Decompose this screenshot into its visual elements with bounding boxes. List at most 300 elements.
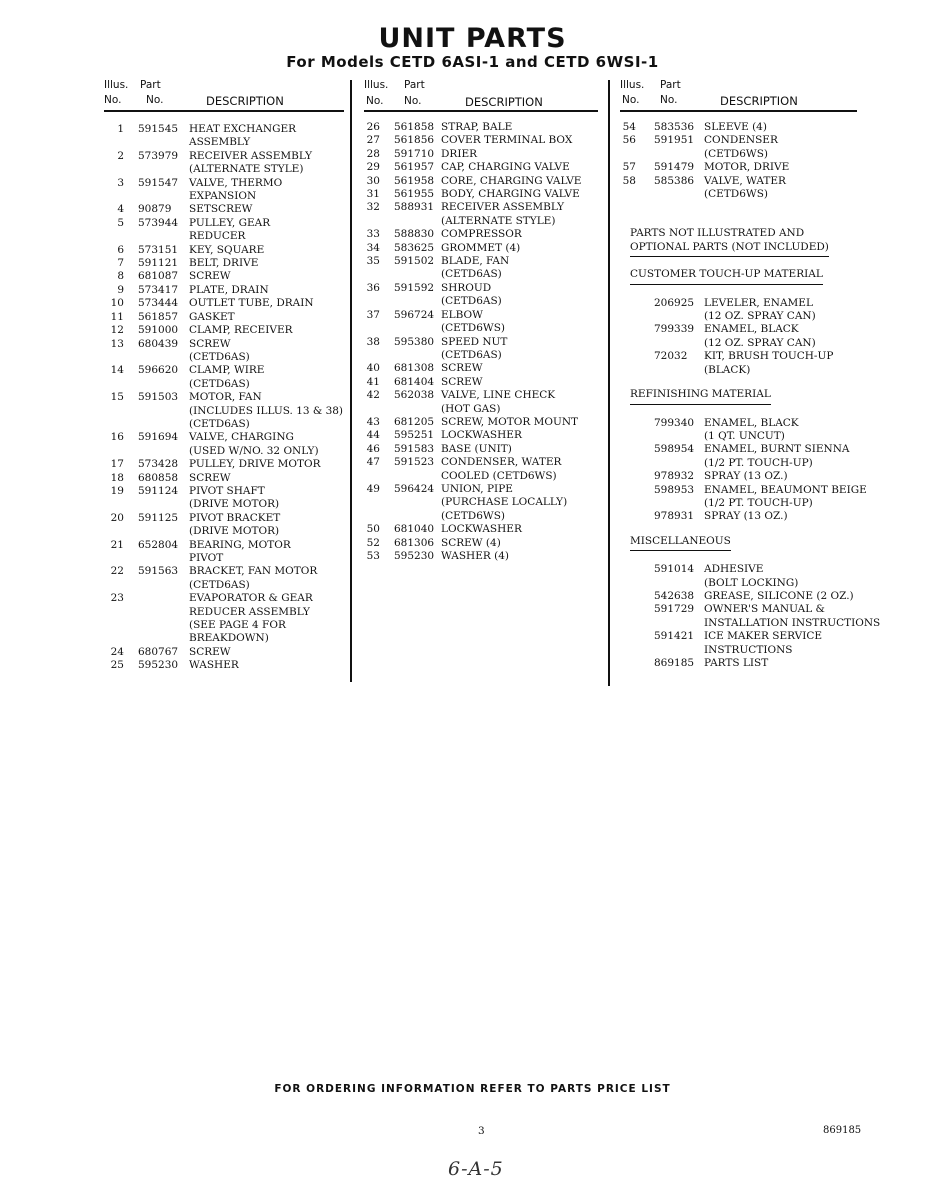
part-description	[441, 121, 598, 134]
part-description	[704, 590, 860, 603]
description-line: HEAT EXCHANGER	[189, 123, 297, 135]
part-number: 978932	[654, 470, 695, 483]
table-row	[104, 338, 344, 365]
part-label: Part	[660, 79, 681, 91]
description-line: SCREW (4)	[441, 536, 501, 549]
part-number: 596620	[138, 364, 179, 377]
part-number: 680858	[138, 471, 179, 484]
table-row	[104, 217, 344, 244]
part-description	[189, 565, 344, 592]
table-row	[104, 257, 344, 270]
description-line: RECEIVER ASSEMBLY	[441, 201, 565, 214]
part-description	[189, 458, 344, 471]
table-row	[104, 659, 344, 672]
description-label: DESCRIPTION	[465, 95, 543, 109]
table-row	[364, 443, 598, 456]
part-number: 652804	[138, 538, 179, 551]
list-item	[630, 630, 860, 657]
part-number: 591479	[654, 161, 695, 174]
description-line: CONDENSER	[704, 134, 778, 147]
description-line: SCREW	[441, 362, 483, 375]
part-number: 681306	[394, 536, 435, 549]
part-description	[441, 242, 598, 255]
part-number: 90879	[138, 203, 172, 216]
list-item	[630, 323, 860, 350]
parts-section	[630, 388, 867, 524]
illus-number: 19	[110, 484, 124, 497]
description-line: COVER TERMINAL BOX	[441, 134, 573, 147]
part-number: 591421	[654, 630, 695, 643]
part-description	[704, 510, 860, 523]
part-number: 542638	[654, 589, 695, 602]
description-line: PULLEY, GEAR	[189, 216, 271, 229]
table-row	[104, 485, 344, 512]
description-line: KEY, SQUARE	[189, 243, 265, 256]
section-items	[630, 416, 867, 524]
part-number: 591502	[394, 255, 435, 268]
illus-number: 50	[366, 523, 380, 536]
description-line: GASKET	[189, 310, 235, 323]
part-description	[441, 443, 598, 456]
description-line: (CETD6WS)	[441, 322, 505, 335]
part-number: 591124	[138, 484, 179, 497]
section-title-line: MISCELLANEOUS	[630, 534, 731, 547]
illus-label: Illus.	[620, 79, 645, 91]
description-line: (CETD6WS)	[704, 147, 768, 160]
part-description	[441, 148, 598, 161]
illus-number: 38	[366, 335, 380, 348]
table-row	[104, 297, 344, 310]
part-label: Part	[404, 79, 425, 91]
illus-number: 20	[110, 511, 124, 524]
part-number: 591545	[138, 123, 179, 135]
part-description	[441, 416, 598, 429]
part-description	[189, 431, 344, 458]
table-row	[364, 456, 598, 483]
illus-number: 58	[622, 174, 636, 187]
table-row	[620, 134, 860, 161]
illus-number: 15	[110, 391, 124, 404]
description-line: (CETD6AS)	[189, 377, 250, 390]
column-divider	[350, 80, 352, 682]
part-description	[189, 324, 344, 337]
part-number: 591503	[138, 391, 179, 404]
description-line: DRIER	[441, 147, 478, 160]
part-description	[189, 512, 344, 539]
table-row	[104, 431, 344, 458]
illus-number: 4	[117, 203, 124, 216]
part-description	[441, 309, 598, 336]
description-line: SCREW	[189, 337, 231, 350]
part-description	[704, 175, 860, 202]
description-line: (ALTERNATE STYLE)	[441, 214, 556, 227]
illus-number: 42	[366, 389, 380, 402]
description-line: SCREW	[189, 270, 231, 283]
illus-number: 27	[366, 134, 380, 147]
illus-number: 1	[117, 123, 124, 135]
part-description	[189, 646, 344, 659]
illus-number: 31	[366, 188, 380, 201]
part-description	[441, 336, 598, 363]
table-row	[104, 646, 344, 659]
illus-number: 53	[366, 550, 380, 562]
part-description	[704, 470, 860, 483]
list-item	[630, 590, 860, 603]
illus-number: 56	[622, 134, 636, 147]
illus-number: 46	[366, 442, 380, 455]
illus-number: 28	[366, 147, 380, 160]
description-label: DESCRIPTION	[720, 94, 798, 108]
ordering-note: FOR ORDERING INFORMATION REFER TO PARTS PRICE LIST	[274, 1083, 671, 1095]
description-line: (1/2 PT. TOUCH-UP)	[704, 496, 813, 509]
list-item	[630, 657, 860, 670]
part-description	[189, 659, 344, 672]
header-rule	[620, 110, 857, 112]
part-description	[441, 483, 598, 523]
description-line: (CETD6AS)	[441, 348, 502, 361]
part-number: 598953	[654, 483, 695, 496]
description-line: VALVE, WATER	[704, 174, 786, 187]
part-number: 591710	[394, 147, 435, 160]
illus-number: 57	[622, 161, 636, 174]
description-line: LOCKWASHER	[441, 429, 522, 442]
list-item	[630, 350, 860, 377]
table-row	[364, 362, 598, 375]
description-line: ICE MAKER SERVICE	[704, 630, 823, 643]
section-title-line: OPTIONAL PARTS (NOT INCLUDED)	[630, 240, 829, 253]
illus-number: 11	[110, 310, 124, 323]
part-label: Part	[140, 79, 161, 91]
part-description	[441, 201, 598, 228]
description-line: RECEIVER ASSEMBLY	[189, 149, 313, 162]
table-row	[104, 123, 344, 150]
part-number: 561957	[394, 161, 435, 174]
table-row	[104, 203, 344, 216]
description-line: CONDENSER, WATER	[441, 456, 562, 469]
description-line: BODY, CHARGING VALVE	[441, 188, 580, 201]
part-description	[189, 472, 344, 485]
description-line: ENAMEL, BLACK	[704, 416, 799, 429]
part-description	[704, 630, 860, 657]
description-line: BREAKDOWN)	[189, 632, 269, 645]
part-number: 591729	[654, 603, 695, 616]
illus-number: 16	[110, 431, 124, 444]
part-number: 869185	[654, 657, 695, 669]
part-description	[189, 244, 344, 257]
description-line: SCREW	[189, 471, 231, 484]
illus-number: 40	[366, 362, 380, 375]
part-number: 562038	[394, 389, 435, 402]
table-row	[104, 512, 344, 539]
illus-number: 52	[366, 536, 380, 549]
part-description	[189, 284, 344, 297]
description-label: DESCRIPTION	[206, 94, 284, 108]
illus-number: 23	[110, 592, 124, 605]
table-row	[364, 134, 598, 147]
table-row	[104, 458, 344, 471]
table-row	[364, 188, 598, 201]
description-line: VALVE, LINE CHECK	[441, 389, 556, 402]
description-line: VALVE, THERMO	[189, 176, 283, 189]
illus-number: 41	[366, 375, 380, 388]
description-line: VALVE, CHARGING	[189, 431, 294, 444]
table-row	[104, 177, 344, 204]
description-line: (CETD6AS)	[189, 417, 250, 430]
description-line: SPRAY (13 OZ.)	[704, 510, 788, 523]
description-line: INSTALLATION INSTRUCTIONS	[704, 616, 881, 629]
illus-number: 8	[117, 270, 124, 283]
part-description	[704, 417, 860, 444]
description-line: (USED W/NO. 32 ONLY)	[189, 444, 319, 457]
part-description	[704, 323, 860, 350]
part-number: 561858	[394, 121, 435, 133]
description-line: ASSEMBLY	[189, 136, 251, 149]
part-number: 681308	[394, 362, 435, 375]
list-item	[630, 443, 860, 470]
description-line: (BLACK)	[704, 363, 751, 376]
table-row	[364, 121, 598, 134]
description-line: LEVELER, ENAMEL	[704, 296, 813, 309]
list-item	[630, 417, 860, 444]
table-row	[104, 311, 344, 324]
part-number: 595251	[394, 429, 435, 442]
table-row	[364, 550, 598, 563]
description-line: SPEED NUT	[441, 335, 508, 348]
part-number: 583625	[394, 241, 435, 254]
description-line: PIVOT BRACKET	[189, 511, 281, 524]
description-line: UNION, PIPE	[441, 482, 513, 495]
part-number: 681040	[394, 523, 435, 536]
parts-rows	[364, 121, 598, 563]
part-number: 595230	[138, 659, 179, 672]
parts-rows	[104, 123, 344, 673]
description-line: (CETD6AS)	[189, 350, 250, 363]
table-row	[104, 391, 344, 431]
illus-number: 12	[110, 324, 124, 337]
table-row	[104, 284, 344, 297]
description-line: MOTOR, FAN	[189, 391, 262, 404]
illus-number: 43	[366, 415, 380, 428]
description-line: EXPANSION	[189, 190, 257, 203]
part-description	[704, 443, 860, 470]
part-description	[189, 150, 344, 177]
description-line: SCREW	[189, 645, 231, 658]
part-number: 591523	[394, 456, 435, 469]
part-number: 681205	[394, 415, 435, 428]
section-title	[630, 535, 731, 551]
section-title-line: REFINISHING MATERIAL	[630, 388, 771, 401]
description-line: (PURCHASE LOCALLY)	[441, 496, 568, 509]
table-row	[620, 121, 860, 134]
part-description	[704, 161, 860, 174]
parts-section	[630, 534, 881, 671]
illus-number: 54	[622, 121, 636, 133]
table-row	[104, 565, 344, 592]
description-line: (ALTERNATE STYLE)	[189, 163, 304, 176]
part-number: 561857	[138, 310, 179, 323]
part-description	[189, 539, 344, 566]
part-number: 588830	[394, 228, 435, 241]
description-line: (DRIVE MOTOR)	[189, 498, 280, 511]
part-description	[441, 537, 598, 550]
description-line: ELBOW	[441, 308, 483, 321]
page-title: UNIT PARTS	[378, 23, 567, 54]
part-number: 596424	[394, 482, 435, 495]
description-line: SPRAY (13 OZ.)	[704, 470, 788, 483]
section-title-line: PARTS NOT ILLUSTRATED AND	[630, 227, 805, 240]
part-description	[441, 188, 598, 201]
part-number: 591583	[394, 442, 435, 455]
illus-number: 21	[110, 538, 124, 551]
illus-number: 35	[366, 255, 380, 268]
illus-number: 6	[117, 243, 124, 256]
description-line: WASHER	[189, 659, 239, 672]
section-title-line: CUSTOMER TOUCH-UP MATERIAL	[630, 268, 823, 281]
part-number: 561955	[394, 188, 435, 201]
description-line: KIT, BRUSH TOUCH-UP	[704, 350, 834, 363]
part-number: 591951	[654, 134, 695, 147]
description-line: OWNER'S MANUAL &	[704, 603, 825, 616]
description-line: SHROUD	[441, 281, 492, 294]
illus-number: 44	[366, 429, 380, 442]
description-line: COMPRESSOR	[441, 228, 522, 241]
no-label: No.	[104, 94, 122, 106]
part-number: 799340	[654, 416, 695, 429]
description-line: PULLEY, DRIVE MOTOR	[189, 458, 321, 471]
description-line: (1 QT. UNCUT)	[704, 429, 785, 442]
description-line: GREASE, SILICONE (2 OZ.)	[704, 589, 854, 602]
list-item	[630, 297, 860, 324]
part-description	[441, 228, 598, 241]
illus-number: 13	[110, 337, 124, 350]
no-label: No.	[146, 94, 164, 106]
description-line: (DRIVE MOTOR)	[189, 525, 280, 538]
illus-number: 9	[117, 283, 124, 296]
part-description	[189, 592, 344, 646]
column-header	[364, 78, 598, 112]
part-description	[704, 603, 881, 630]
part-number: 591125	[138, 511, 179, 524]
part-number: 573428	[138, 458, 179, 471]
document-number: 869185	[823, 1125, 862, 1136]
part-number: 573979	[138, 149, 179, 162]
part-number: 978931	[654, 510, 695, 523]
part-number: 598954	[654, 443, 695, 456]
part-description	[704, 134, 860, 161]
part-description	[704, 483, 867, 511]
part-description	[704, 657, 860, 670]
header-rule	[104, 110, 344, 112]
part-number: 681404	[394, 375, 435, 388]
column-header	[620, 78, 860, 112]
description-line: (12 OZ. SPRAY CAN)	[704, 310, 816, 323]
part-number: 681087	[138, 270, 179, 283]
part-number: 591121	[138, 257, 179, 270]
description-line: REDUCER ASSEMBLY	[189, 605, 310, 618]
list-item	[630, 470, 860, 483]
table-row	[364, 429, 598, 442]
table-row	[364, 148, 598, 161]
list-item	[630, 510, 860, 523]
table-row	[364, 228, 598, 241]
description-line: CAP, CHARGING VALVE	[441, 161, 570, 174]
illus-label: Illus.	[104, 79, 129, 91]
illus-number: 14	[110, 364, 124, 377]
part-number: 573151	[138, 243, 179, 256]
illus-number: 17	[110, 458, 124, 471]
table-row	[364, 309, 598, 336]
part-description	[704, 563, 860, 590]
description-line: (SEE PAGE 4 FOR	[189, 619, 286, 632]
part-number: 595230	[394, 550, 435, 562]
description-line: ENAMEL, BURNT SIENNA	[704, 443, 850, 456]
part-number: 585386	[654, 174, 695, 187]
part-description	[441, 175, 598, 188]
illus-number: 32	[366, 201, 380, 214]
part-number: 596724	[394, 308, 435, 321]
table-row	[620, 161, 860, 174]
table-row	[364, 483, 598, 523]
table-row	[364, 336, 598, 363]
column-divider	[608, 80, 610, 686]
description-line: (BOLT LOCKING)	[704, 576, 799, 589]
part-description	[441, 282, 598, 309]
description-line: (CETD6AS)	[441, 295, 502, 308]
part-description	[441, 255, 598, 282]
part-number: 591014	[654, 563, 695, 576]
table-row	[104, 244, 344, 257]
description-line: STRAP, BALE	[441, 121, 513, 133]
table-row	[364, 523, 598, 536]
illus-number: 33	[366, 228, 380, 241]
description-line: SCREW, MOTOR MOUNT	[441, 415, 579, 428]
description-line: BELT, DRIVE	[189, 257, 259, 270]
part-description	[441, 550, 598, 563]
part-number: 591563	[138, 565, 179, 578]
part-number: 799339	[654, 323, 695, 336]
description-line: (12 OZ. SPRAY CAN)	[704, 336, 816, 349]
description-line: ADHESIVE	[704, 563, 764, 576]
illus-number: 49	[366, 482, 380, 495]
illus-number: 25	[110, 659, 124, 672]
section-title	[630, 388, 771, 404]
description-line: BEARING, MOTOR	[189, 538, 291, 551]
illus-number: 36	[366, 281, 380, 294]
description-line: (CETD6WS)	[704, 188, 768, 201]
part-number: 595380	[394, 335, 435, 348]
page-subtitle: For Models CETD 6ASI-1 and CETD 6WSI-1	[286, 53, 659, 71]
description-line: PLATE, DRAIN	[189, 283, 269, 296]
table-row	[364, 201, 598, 228]
description-line: INSTRUCTIONS	[704, 643, 793, 656]
list-item	[630, 483, 867, 511]
description-line: ENAMEL, BLACK	[704, 323, 799, 336]
table-row	[104, 539, 344, 566]
illus-number: 7	[117, 257, 124, 270]
part-description	[189, 270, 344, 283]
part-description	[189, 257, 344, 270]
part-description	[189, 123, 344, 150]
section-title	[630, 227, 829, 257]
table-row	[104, 150, 344, 177]
part-description	[189, 485, 344, 512]
part-description	[441, 389, 598, 416]
parts-section	[630, 227, 860, 257]
illus-number: 30	[366, 174, 380, 187]
parts-column-1	[104, 78, 344, 673]
description-line: LOCKWASHER	[441, 523, 522, 536]
description-line: REDUCER	[189, 230, 246, 243]
